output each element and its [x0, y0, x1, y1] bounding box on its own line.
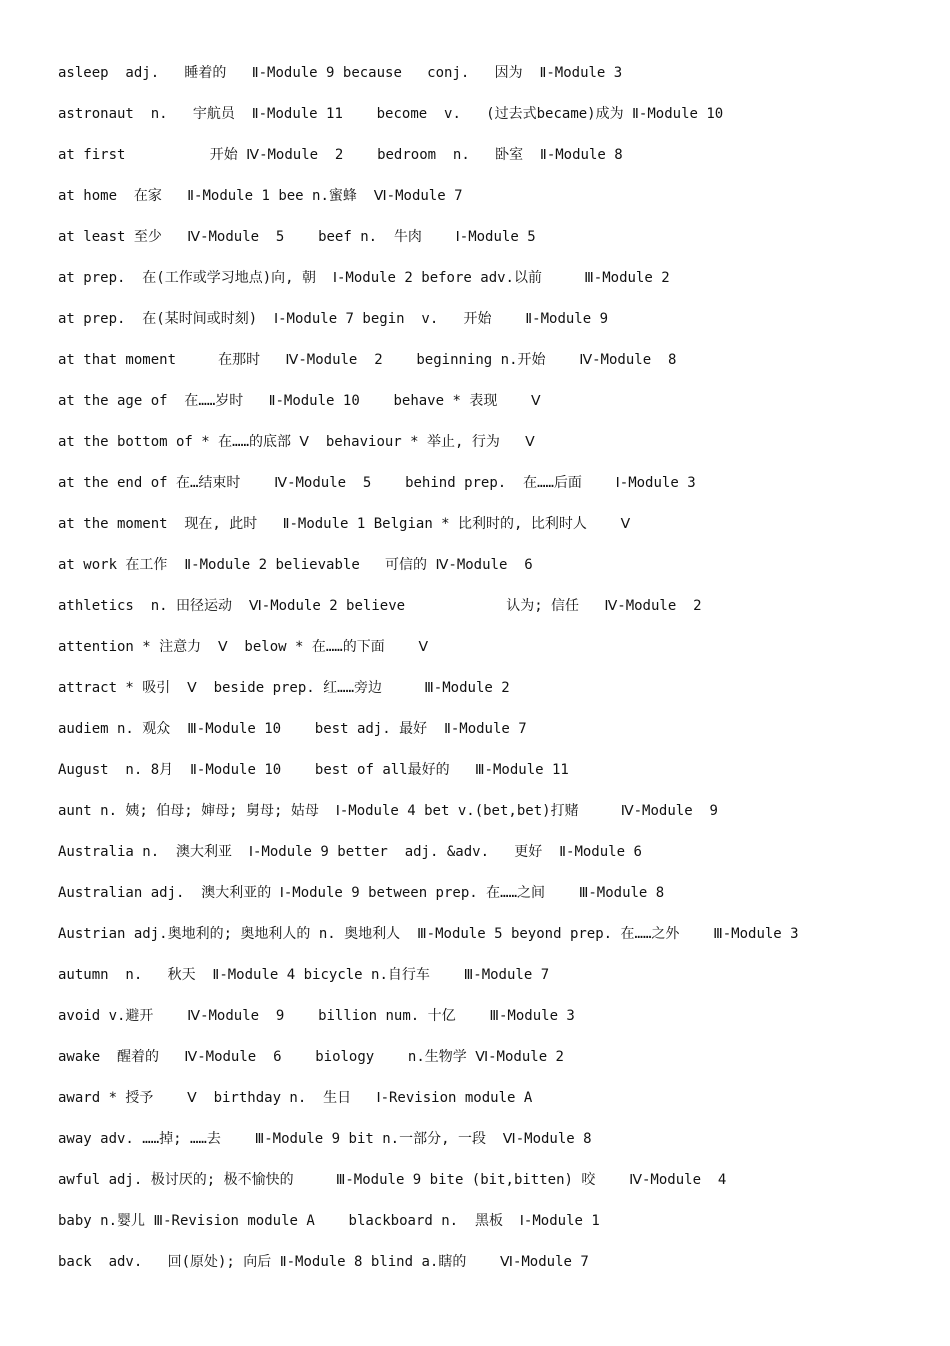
vocab-line: Australia n. 澳大利亚 Ⅰ-Module 9 better adj. &adv. 更好 Ⅱ-Module 6 [58, 844, 642, 860]
vocab-line: athletics n. 田径运动 Ⅵ-Module 2 believe 认为; 信任 Ⅳ-Module 2 [58, 598, 702, 614]
vocab-line: August n. 8月 Ⅱ-Module 10 best of all最好的 Ⅲ-Module 11 [58, 762, 569, 778]
vocab-line: at home 在家 Ⅱ-Module 1 bee n.蜜蜂 Ⅵ-Module 7 [58, 188, 463, 204]
vocab-line: at least 至少 Ⅳ-Module 5 beef n. 牛肉 Ⅰ-Module 5 [58, 229, 536, 245]
vocab-line: asleep adj. 睡着的 Ⅱ-Module 9 because conj. 因为 Ⅱ-Module 3 [58, 65, 623, 81]
vocab-line: at prep. 在(工作或学习地点)向, 朝 Ⅰ-Module 2 before adv.以前 Ⅲ-Module 2 [58, 270, 670, 286]
vocab-line: avoid v.避开 Ⅳ-Module 9 billion num. 十亿 Ⅲ-Module 3 [58, 1008, 575, 1024]
vocab-line: baby n.婴儿 Ⅲ-Revision module A blackboard n. 黑板 Ⅰ-Module 1 [58, 1213, 600, 1229]
vocab-line: at the moment 现在, 此时 Ⅱ-Module 1 Belgian * 比利时的, 比利时人 Ⅴ [58, 516, 631, 532]
vocab-line: back adv. 回(原处); 向后 Ⅱ-Module 8 blind a.瞎的 Ⅵ-Module 7 [58, 1254, 589, 1270]
vocab-line: autumn n. 秋天 Ⅱ-Module 4 bicycle n.自行车 Ⅲ-Module 7 [58, 967, 550, 983]
vocab-line: astronaut n. 宇航员 Ⅱ-Module 11 become v. (过去式became)成为 Ⅱ-Module 10 [58, 106, 724, 122]
vocab-line: Austrian adj.奥地利的; 奥地利人的 n. 奥地利人 Ⅲ-Module 5 beyond prep. 在……之外 Ⅲ-Module 3 [58, 926, 799, 942]
vocab-line: at the bottom of * 在……的底部 Ⅴ behaviour * 举止, 行为 Ⅴ [58, 434, 535, 450]
vocab-line: aunt n. 姨; 伯母; 婶母; 舅母; 姑母 Ⅰ-Module 4 bet v.(bet,bet)打赌 Ⅳ-Module 9 [58, 803, 718, 819]
vocab-line: Australian adj. 澳大利亚的 Ⅰ-Module 9 between prep. 在……之间 Ⅲ-Module 8 [58, 885, 665, 901]
vocabulary-list [58, 62, 938, 1292]
vocab-line: awful adj. 极讨厌的; 极不愉快的 Ⅲ-Module 9 bite (bit,bitten) 咬 Ⅳ-Module 4 [58, 1172, 727, 1188]
vocab-line: audiem n. 观众 Ⅲ-Module 10 best adj. 最好 Ⅱ-Module 7 [58, 721, 527, 737]
vocab-line: at work 在工作 Ⅱ-Module 2 believable 可信的 Ⅳ-Module 6 [58, 557, 533, 573]
vocab-line: awake 醒着的 Ⅳ-Module 6 biology n.生物学 Ⅵ-Module 2 [58, 1049, 564, 1065]
vocab-line: away adv. ……掉; ……去 Ⅲ-Module 9 bit n.一部分, 一段 Ⅵ-Module 8 [58, 1131, 592, 1147]
vocab-line: attract * 吸引 Ⅴ beside prep. 红……旁边 Ⅲ-Module 2 [58, 680, 510, 696]
vocab-line: at that moment 在那时 Ⅳ-Module 2 beginning n.开始 Ⅳ-Module 8 [58, 352, 677, 368]
vocab-line: at the age of 在……岁时 Ⅱ-Module 10 behave * 表现 Ⅴ [58, 393, 541, 409]
vocab-line: award * 授予 Ⅴ birthday n. 生日 Ⅰ-Revision module A [58, 1090, 533, 1106]
vocab-line: at the end of 在…结束时 Ⅳ-Module 5 behind prep. 在……后面 Ⅰ-Module 3 [58, 475, 696, 491]
vocab-line: attention * 注意力 Ⅴ below * 在……的下面 Ⅴ [58, 639, 429, 655]
vocab-line: at first 开始 Ⅳ-Module 2 bedroom n. 卧室 Ⅱ-Module 8 [58, 147, 623, 163]
vocab-line: at prep. 在(某时间或时刻) Ⅰ-Module 7 begin v. 开始 Ⅱ-Module 9 [58, 311, 609, 327]
